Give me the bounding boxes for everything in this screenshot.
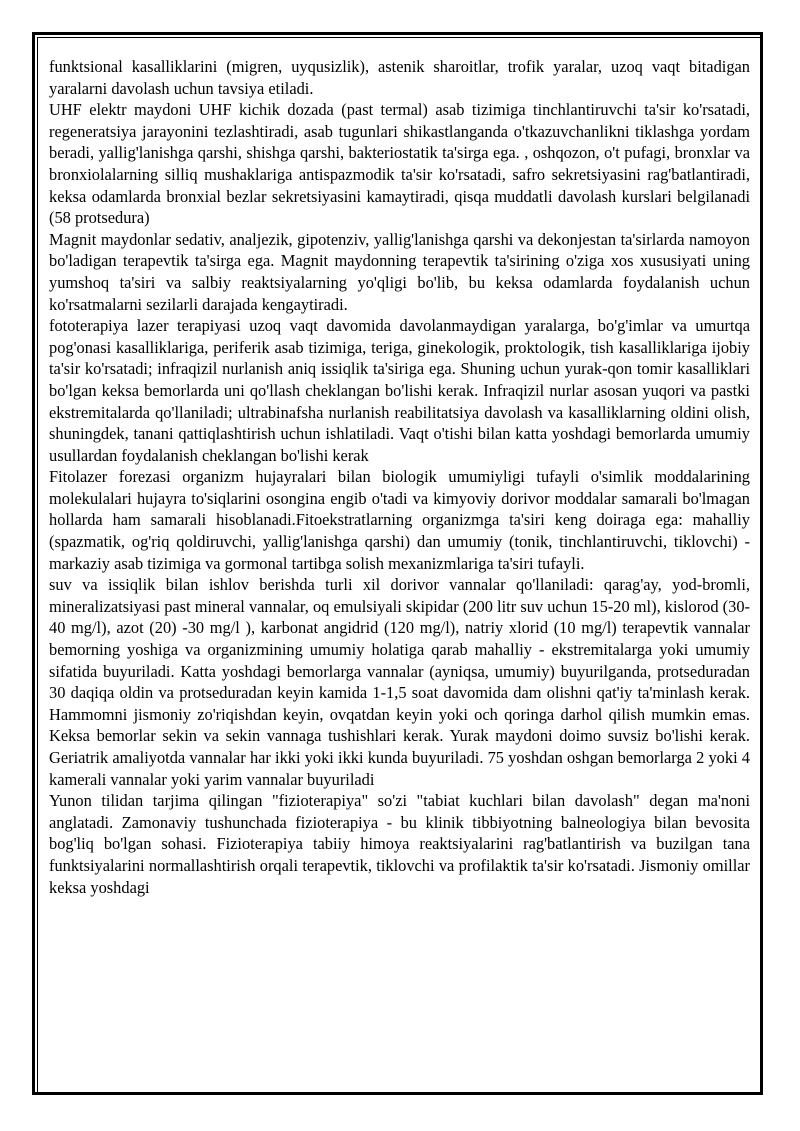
paragraph-functional-diseases: funktsional kasalliklarini (migren, uyqusizlik), astenik sharoitlar, trofik yaralar, uzoq vaqt bitadigan yaralarni davolash uchun tavsiya etiladi. xyxy=(49,57,750,98)
paragraph-magnetic-fields: Magnit maydonlar sedativ, analjezik, gipotenziv, yallig'lanishga qarshi va dekonjestan ta'sirlarda namoyon bo'ladigan terapevtik ta'sirga ega. Magnit maydonning terapevtik ta'sirining o'ziga xos xususiyati uning yumshoq ta'siri va salbiy reaktsiyalarning yo'qligi bo'lib, bu keksa odamlarda foydalanish uchun ko'rsatmalarni sezilarli darajada kengaytiradi. xyxy=(49,229,750,314)
document-body xyxy=(49,56,750,898)
paragraph-physiotherapy-definition: Yunon tilidan tarjima qilingan "fizioterapiya" so'zi "tabiat kuchlari bilan davolash" degan ma'noni anglatadi. Zamonaviy tushunchada fizioterapiya - bu klinik tibbiyotning balneologiya bilan bevosita bog'liq bo'lgan sohasi. Fizioterapiya tabiiy himoya reaktsiyalarini rag'batlantirish va buzilgan tana funktsiyalarini normallashtirish orqali terapevtik, tiklovchi va profilaktik ta'sir ko'rsatadi. Jismoniy omillar keksa yoshdagi xyxy=(49,791,750,897)
paragraph-phytolaser: Fitolazer forezasi organizm hujayralari bilan biologik umumiyligi tufayli o'simlik moddalarining molekulalari hujayra to'siqlarini osongina engib o'tadi va kimyoviy dorivor moddalar samarali bo'lmagan hollarda ham samarali hisoblanadi.Fitoekstratlarning organizmga ta'siri keng doiraga ega: mahalliy (spazmatik, og'riq qoldiruvchi, yallig'lanishga qarshi) dan umumiy (tonik, tinchlantiruvchi, tiklovchi) - markaziy asab tizimiga va gormonal tartibga solish mexanizmlariga ta'siri tufayli. xyxy=(49,467,750,573)
paragraph-baths: suv va issiqlik bilan ishlov berishda turli xil dorivor vannalar qo'llaniladi: qarag'ay, yod-bromli, mineralizatsiyasi past mineral vannalar, oq emulsiyali skipidar (200 litr suv uchun 15-20 ml), kislorod (30-40 mg/l), azot (20) -30 mg/l ), karbonat angidrid (120 mg/l), natriy xlorid (10 mg/l) terapevtik vannalar bemorning yoshiga va organizmining umumiy holatiga qarab mahalliy - ekstremitalarga yoki umumiy sifatida buyuriladi. Katta yoshdagi bemorlarga vannalar (ayniqsa, umumiy) buyurilganda, protseduradan 30 daqiqa oldin va protseduradan keyin kamida 1-1,5 soat davomida dam olishni qat'iy ta'minlash kerak. Hammomni jismoniy zo'riqishdan keyin, ovqatdan keyin yoki och qoringa darhol qilish mumkin emas. Keksa bemorlar sekin va sekin vannaga tushishlari kerak. Yurak maydoni doimo suvsiz bo'lishi kerak. Geriatrik amaliyotda vannalar har ikki yoki ikki kunda buyuriladi. 75 yoshdan oshgan bemorlarga 2 yoki 4 kamerali vannalar yoki yarim vannalar buyuriladi xyxy=(49,575,750,789)
paragraph-phototherapy: fototerapiya lazer terapiyasi uzoq vaqt davomida davolanmaydigan yaralarga, bo'g'imlar va umurtqa pog'onasi kasalliklariga, periferik asab tizimiga, teriga, ginekologik, proktologik, tish kasalliklariga ijobiy ta'sir ko'rsatadi; infraqizil nurlanish aniq issiqlik ta'siriga ega. Shuning uchun yurak-qon tomir kasalliklari bo'lgan keksa bemorlarda uni qo'llash cheklangan bo'lishi kerak. Infraqizil nurlar asosan yuqori va pastki ekstremitalarda qo'llaniladi; ultrabinafsha nurlanish reabilitatsiya davolash va kasalliklarning oldini olish, shuningdek, tanani qattiqlashtirish uchun ishlatiladi. Vaqt o'tishi bilan katta yoshdagi bemorlarda umumiy usullardan foydalanish cheklangan bo'lishi kerak xyxy=(49,316,750,465)
paragraph-uhf-field: UHF elektr maydoni UHF kichik dozada (past termal) asab tizimiga tinchlantiruvchi ta'sir ko'rsatadi, regeneratsiya jarayonini tezlashtiradi, asab tugunlari shikastlanganda o'tkazuvchanlikni tiklashga yordam beradi, yallig'lanishga qarshi, shishga qarshi, bakteriostatik ta'sirga ega. , oshqozon, o't pufagi, bronxlar va bronxiolalarning silliq mushaklariga antispazmodik ta'sir ko'rsatadi, safro sekretsiyasini rag'batlantiradi, keksa odamlarda bronxial bezlar sekretsiyasini kamaytiradi, qisqa muddatli davolash kurslari belgilanadi (58 protsedura) xyxy=(49,100,750,228)
